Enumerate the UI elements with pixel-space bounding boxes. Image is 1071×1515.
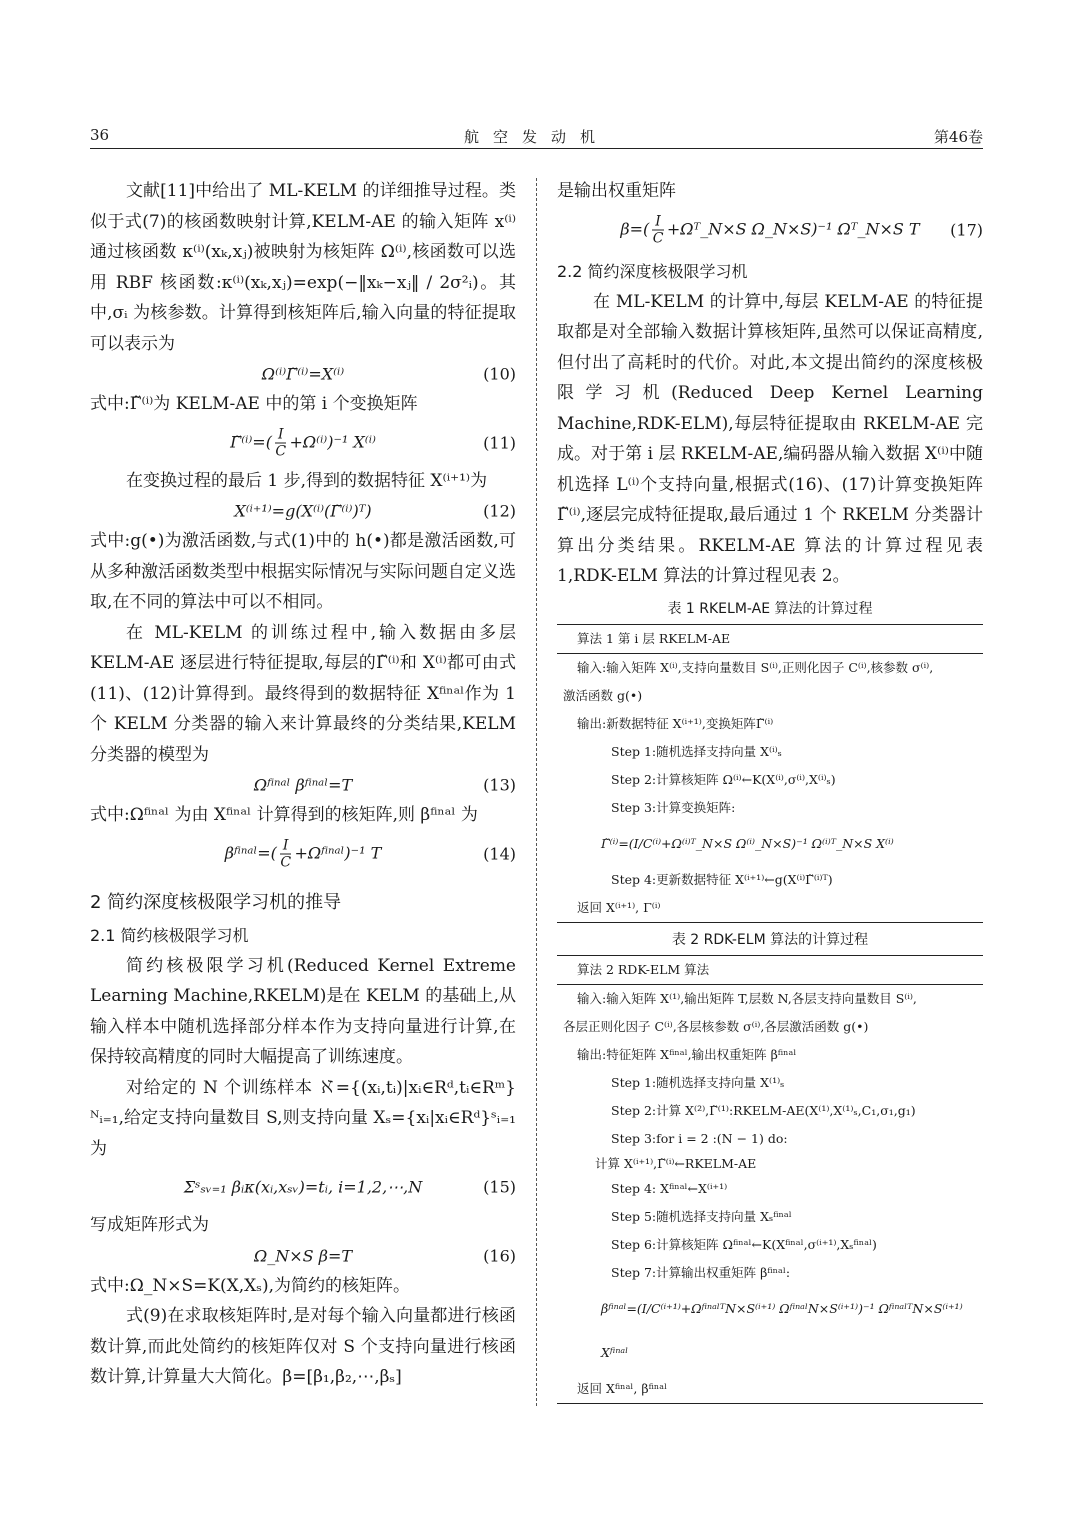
table-row: Γ̃⁽ⁱ⁾=(I/C⁽ⁱ⁾+Ω⁽ⁱ⁾ᵀ_N×S Ω⁽ⁱ⁾_N×S)⁻¹ Ω⁽ⁱ⁾ᵀ_N×S X⁽ⁱ⁾ xyxy=(601,835,894,851)
table-head: 算法 1 第 i 层 RKELM-AE xyxy=(557,625,983,654)
paragraph: 在 ML-KELM 的训练过程中,输入数据由多层 KELM-AE 逐层进行特征提取,每层的Γ̃⁽ⁱ⁾和 X⁽ⁱ⁾都可由式(11)、(12)计算得到。最终得到的数据特征 Xᶠⁱⁿᵃˡ作为 1 个 KELM 分类器的输入来计算最终的分类结果,KELM 分类器的模型为 xyxy=(90,622,516,765)
table-row: Step 2:计算核矩阵 Ω⁽ⁱ⁾←K(X⁽ⁱ⁾,σ⁽ⁱ⁾,X⁽ⁱ⁾ₛ) xyxy=(611,771,836,787)
paragraph: 在 ML-KELM 的计算中,每层 KELM-AE 的特征提取都是对全部输入数据计算核矩阵,虽然可以保证高精度,但付出了高耗时的代价。对此,本文提出简约的深度核极限学习机(Reduced Deep Kernel Learning Machine,RDK-ELM),每层特征提取由 RKELM-AE 完成。对于第 i 层 RKELM-AE,编码器从输入数据 X⁽ⁱ⁾中随机选择 L⁽ⁱ⁾个支持向量,根据式(16)、(17)计算变换矩阵Γ̃⁽ⁱ⁾,逐层完成特征提取,最后通过 1 个 RKELM 分类器计算出分类结果。RKELM-AE 算法的计算过程见表 1,RDK-ELM 算法的计算过程见表 2。 xyxy=(557,291,983,586)
left-column xyxy=(90,176,516,1393)
paragraph: 文献[11]中给出了 ML-KELM 的详细推导过程。类似于式(7)的核函数映射计算,KELM-AE 的输入矩阵 x⁽ⁱ⁾通过核函数 κ⁽ⁱ⁾(xₖ,xⱼ)被映射为核矩阵 Ω⁽ⁱ⁾,核函数可以选用 RBF 核函数:κ⁽ⁱ⁾(xₖ,xⱼ)=exp(−‖xₖ−xⱼ‖ / 2σ²ᵢ)。其中,σᵢ 为核参数。计算得到核矩阵后,输入向量的特征提取可以表示为 xyxy=(90,181,516,354)
running-header xyxy=(90,124,983,149)
table-row: Step 4: Xᶠⁱⁿᵃˡ←X⁽ⁱ⁺¹⁾ xyxy=(611,1180,728,1196)
table-row: 输入:输入矩阵 X⁽ⁱ⁾,支持向量数目 S⁽ⁱ⁾,正则化因子 C⁽ⁱ⁾,核参数 σ⁽ⁱ⁾, xyxy=(577,659,934,675)
subsection-heading: 2.2 简约深度核极限学习机 xyxy=(557,261,748,281)
equation-10: Ω⁽ⁱ⁾Γ̃⁽ⁱ⁾=X⁽ⁱ⁾ (10) xyxy=(261,364,516,384)
paragraph: 式中:g(•)为激活函数,与式(1)中的 h(•)都是激活函数,可从多种激活函数类型中根据实际情况与实际问题自定义选取,在不同的算法中可以不相同。 xyxy=(90,531,516,612)
table-row: Step 2:计算 X⁽²⁾,Γ̃⁽¹⁾:RKELM-AE(X⁽¹⁾,X⁽¹⁾ₛ,C₁,σ₁,g₁) xyxy=(611,1102,916,1118)
table-1 xyxy=(557,624,983,923)
section-heading: 2 简约深度核极限学习机的推导 xyxy=(90,891,342,913)
table-row: 返回 Xᶠⁱⁿᵃˡ, βᶠⁱⁿᵃˡ xyxy=(577,1380,668,1396)
table-row: 输入:输入矩阵 X⁽¹⁾,输出矩阵 T,层数 N,各层支持向量数目 S⁽ⁱ⁾, xyxy=(577,990,917,1006)
paragraph: 式中:Γ̃⁽ⁱ⁾为 KELM-AE 中的第 i 个变换矩阵 xyxy=(90,394,418,414)
table-row: 输出:特征矩阵 Xᶠⁱⁿᵃˡ,输出权重矩阵 βᶠⁱⁿᵃˡ xyxy=(577,1046,797,1062)
paragraph: 式中:Ωᶠⁱⁿᵃˡ 为由 Xᶠⁱⁿᵃˡ 计算得到的核矩阵,则 βᶠⁱⁿᵃˡ 为 xyxy=(90,805,478,825)
paragraph: 对给定的 N 个训练样本 ℵ={(xᵢ,tᵢ)|xᵢ∈Rᵈ,tᵢ∈Rᵐ}ᴺᵢ₌₁,给定支持向量数目 S,则支持向量 Xₛ={xᵢ|xᵢ∈Rᵈ}ˢᵢ₌₁ 为 xyxy=(90,1077,516,1159)
volume-label: 第46卷 xyxy=(933,128,983,146)
paragraph: 是输出权重矩阵 xyxy=(557,181,676,201)
equation-17: β=( $\frac{I}{C}$ +Ωᵀ_N×S Ω_N×S)⁻¹ Ωᵀ_N×S T (17) xyxy=(620,213,983,246)
table-1-caption: 表 1 RKELM-AE 算法的计算过程 xyxy=(667,600,873,617)
journal-title: 航空发动机 xyxy=(463,128,609,146)
table-row: Step 1:随机选择支持向量 X⁽¹⁾ₛ xyxy=(611,1074,785,1090)
equation-16: Ω_N×S β=T (16) xyxy=(253,1246,516,1265)
table-row: Step 3:for i = 2 :(N − 1) do: xyxy=(611,1130,788,1146)
equation-12: X⁽ⁱ⁺¹⁾=g(X⁽ⁱ⁾(Γ̃⁽ⁱ⁾)ᵀ) (12) xyxy=(234,501,516,521)
table-row: Step 7:计算输出权重矩阵 βᶠⁱⁿᵃˡ: xyxy=(611,1264,791,1280)
table-row: 计算 X⁽ⁱ⁺¹⁾,Γ̃⁽ⁱ⁾←RKELM-AE xyxy=(595,1155,757,1171)
table-head: 算法 2 RDK-ELM 算法 xyxy=(557,956,983,985)
table-row: 输出:新数据特征 X⁽ⁱ⁺¹⁾,变换矩阵Γ̃⁽ⁱ⁾ xyxy=(577,715,774,731)
table-2 xyxy=(557,955,983,1404)
table-row: Step 6:计算核矩阵 Ωᶠⁱⁿᵃˡ←K(Xᶠⁱⁿᵃˡ,σ⁽ⁱ⁺¹⁾,Xₛᶠⁱⁿᵃˡ) xyxy=(611,1236,877,1252)
paragraph: 式中:Ω_N×S=K(X,Xₛ),为简约的核矩阵。 xyxy=(90,1275,411,1296)
paragraph: 式(9)在求取核矩阵时,是对每个输入向量都进行核函数计算,而此处简约的核矩阵仅对 S 个支持向量进行核函数计算,计算量大大简化。β=[β₁,β₂,⋯,βₛ] xyxy=(90,1306,516,1387)
table-row: Step 1:随机选择支持向量 X⁽ⁱ⁾ₛ xyxy=(611,743,782,759)
paragraph: 写成矩阵形式为 xyxy=(90,1215,209,1235)
table-row: Step 3:计算变换矩阵: xyxy=(611,799,736,815)
table-row: 返回 X⁽ⁱ⁺¹⁾, Γ⁽ⁱ⁾ xyxy=(577,899,661,915)
table-row: Step 4:更新数据特征 X⁽ⁱ⁺¹⁾←g(X⁽ⁱ⁾Γ̃⁽ⁱ⁾ᵀ) xyxy=(611,871,833,887)
table-row: Step 5:随机选择支持向量 Xₛᶠⁱⁿᵃˡ xyxy=(611,1208,792,1224)
equation-15: Σˢₛᵥ₌₁ βᵢκ(xᵢ,xₛᵥ)=tᵢ, i=1,2,⋯,N (15) xyxy=(183,1177,516,1197)
right-column xyxy=(557,176,983,1404)
table-row: βᶠⁱⁿᵃˡ=(I/C⁽ⁱ⁺¹⁾+ΩᶠⁱⁿᵃˡᵀN×S⁽ⁱ⁺¹⁾ ΩᶠⁱⁿᵃˡN×S⁽ⁱ⁺¹⁾)⁻¹ ΩᶠⁱⁿᵃˡᵀN×S⁽ⁱ⁺¹⁾ Xᶠⁱⁿᵃˡ xyxy=(601,1300,963,1360)
table-2-caption: 表 2 RDK-ELM 算法的计算过程 xyxy=(671,931,869,948)
equation-13: Ωᶠⁱⁿᵃˡ βᶠⁱⁿᵃˡ=T (13) xyxy=(253,775,516,795)
subsection-heading: 2.1 简约核极限学习机 xyxy=(90,925,249,945)
equation-14: βᶠⁱⁿᵃˡ=( $\frac{I}{C}$ +Ωᶠⁱⁿᵃˡ)⁻¹ T (14) xyxy=(224,837,516,870)
equation-11: Γ̃⁽ⁱ⁾=( $\frac{I}{C}$ +Ω⁽ⁱ⁾)⁻¹ X⁽ⁱ⁾ (11) xyxy=(230,426,516,459)
paragraph: 在变换过程的最后 1 步,得到的数据特征 X⁽ⁱ⁺¹⁾为 xyxy=(126,470,488,491)
paragraph: 简约核极限学习机(Reduced Kernel Extreme Learning Machine,RKELM)是在 KELM 的基础上,从输入样本中随机选择部分样本作为支持向量进行计算,在保持较高精度的同时大幅提高了训练速度。 xyxy=(90,955,516,1067)
column-separator xyxy=(536,178,537,1406)
table-row: 激活函数 g(•) xyxy=(563,687,643,703)
page-number: 36 xyxy=(90,126,110,144)
table-row: 各层正则化因子 C⁽ⁱ⁾,各层核参数 σ⁽ⁱ⁾,各层激活函数 g(•) xyxy=(563,1018,869,1034)
